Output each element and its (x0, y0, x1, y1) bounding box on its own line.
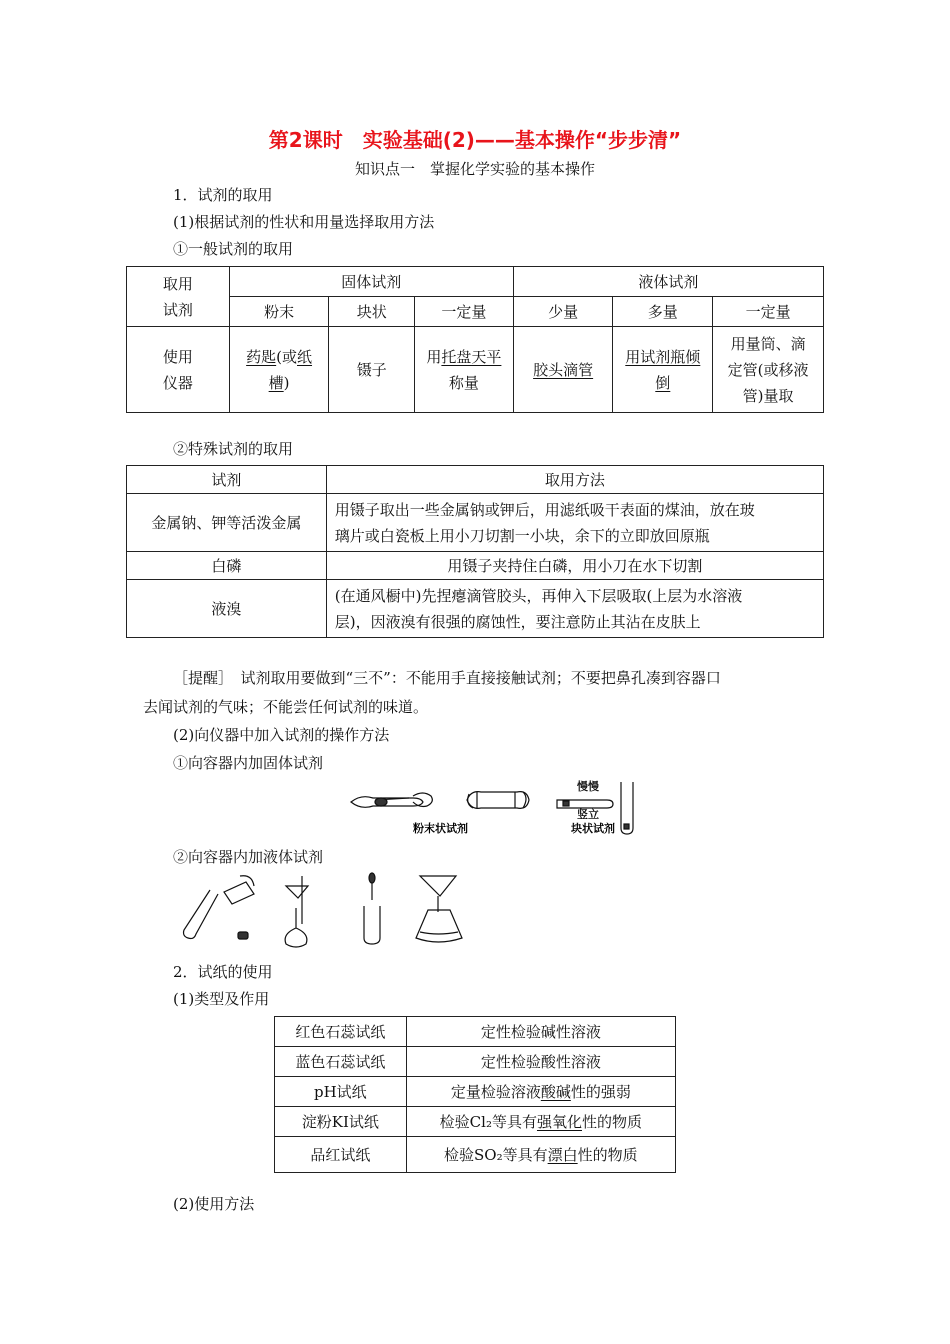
cell-method: (在通风橱中)先捏瘪滴管胶头，再伸入下层吸取(上层为水溶液 层)，因液溴有很强的腐蚀性，要注意防止其沾在皮肤上 (326, 580, 823, 638)
bottle-stopper-icon (238, 932, 248, 939)
cell-paper-name: 红色石蕊试纸 (275, 1017, 407, 1047)
cell-block: 镊子 (329, 327, 415, 413)
cell-large: 用试剂瓶倾 倒 (613, 327, 713, 413)
cell-paper-name: 蓝色石蕊试纸 (275, 1047, 407, 1077)
cell-reagent: 液溴 (127, 580, 327, 638)
heading-reagent-taking: 1．试剂的取用 (173, 186, 273, 204)
page-title: 第2课时 实验基础(2)——基本操作“步步清” (268, 128, 682, 152)
cell-paper-use: 检验SO₂等具有漂白性的物质 (406, 1137, 675, 1173)
cell-reagent: 金属钠、钾等活泼金属 (127, 494, 327, 552)
subheading-select-method: (1)根据试剂的性状和用量选择取用方法 (173, 213, 435, 231)
cell-method: 用镊子取出一些金属钠或钾后，用滤纸吸干表面的煤油，放在玻 璃片或白瓷板上用小刀切割一小块，余下的立即放回原瓶 (326, 494, 823, 552)
general-reagent-table (126, 266, 824, 413)
bottle-icon (224, 882, 254, 904)
col-large: 多量 (613, 297, 713, 327)
subheading-usage: (2)使用方法 (173, 1195, 255, 1213)
header-method: 取用方法 (326, 466, 823, 494)
funnel-icon (420, 876, 456, 896)
cell-small: 胶头滴管 (513, 327, 613, 413)
text-upright: 竖立 (577, 808, 599, 821)
cell-paper-name: 品红试纸 (275, 1137, 407, 1173)
subheading-types: (1)类型及作用 (173, 990, 270, 1008)
cell-paper-use: 定性检验酸性溶液 (406, 1047, 675, 1077)
label-block: 块状试剂 (571, 822, 615, 835)
test-tube-icon (364, 906, 380, 944)
col-block: 块状 (329, 297, 415, 327)
header-solid: 固体试剂 (229, 267, 513, 297)
row-label-instrument: 使用 仪器 (127, 327, 230, 413)
cell-fixed-liquid: 用量筒、滴 定管(或移液 管)量取 (713, 327, 824, 413)
flask-icon (416, 910, 462, 942)
col-powder: 粉末 (229, 297, 329, 327)
cell-paper-use: 定性检验碱性溶液 (406, 1017, 675, 1047)
header-liquid: 液体试剂 (513, 267, 823, 297)
section-heading: 知识点一 掌握化学实验的基本操作 (354, 160, 595, 178)
tip-line-1: ［提醒］ 试剂取用要做到“三不”：不能用手直接接触试剂；不要把鼻孔凑到容器口 (173, 669, 721, 687)
col-small: 少量 (513, 297, 613, 327)
cell-paper-name: 淀粉KI试纸 (275, 1107, 407, 1137)
cell-fixed-solid: 用托盘天平 称量 (415, 327, 514, 413)
subheading-special-reagent: ②特殊试剂的取用 (173, 440, 294, 458)
subheading-general-reagent: ①一般试剂的取用 (173, 240, 294, 258)
header-reagent: 试剂 (127, 466, 327, 494)
cell-paper-use: 定量检验溶液酸碱性的强弱 (406, 1077, 675, 1107)
test-tube-icon (184, 890, 219, 939)
col-fixed-liquid: 一定量 (713, 297, 824, 327)
special-reagent-table (126, 465, 824, 638)
cell-powder: 药匙(或纸 槽) (229, 327, 329, 413)
cell-method: 用镊子夹持住白磷，用小刀在水下切割 (326, 552, 823, 580)
heading-test-paper: 2．试纸的使用 (173, 963, 273, 981)
header-reagent: 取用 试剂 (127, 267, 230, 327)
flask-icon (285, 908, 307, 947)
subheading-add-solid: ①向容器内加固体试剂 (173, 754, 324, 772)
solid-adding-illustration (345, 778, 645, 838)
hand-icon (413, 793, 432, 807)
funnel-icon (286, 886, 308, 898)
liquid-adding-illustration (180, 872, 470, 948)
label-powder: 粉末状试剂 (413, 822, 468, 835)
text-slow: 慢慢 (577, 780, 599, 793)
col-fixed-solid: 一定量 (415, 297, 514, 327)
test-paper-table (274, 1016, 676, 1173)
cell-reagent: 白磷 (127, 552, 327, 580)
cell-paper-use: 检验Cl₂等具有强氧化性的物质 (406, 1107, 675, 1137)
cell-paper-name: pH试纸 (275, 1077, 407, 1107)
tip-line-2: 去闻试剂的气味；不能尝任何试剂的味道。 (143, 698, 429, 716)
test-tube-icon (467, 792, 529, 809)
subheading-add-liquid: ②向容器内加液体试剂 (173, 848, 324, 866)
subheading-add-reagent: (2)向仪器中加入试剂的操作方法 (173, 726, 390, 744)
